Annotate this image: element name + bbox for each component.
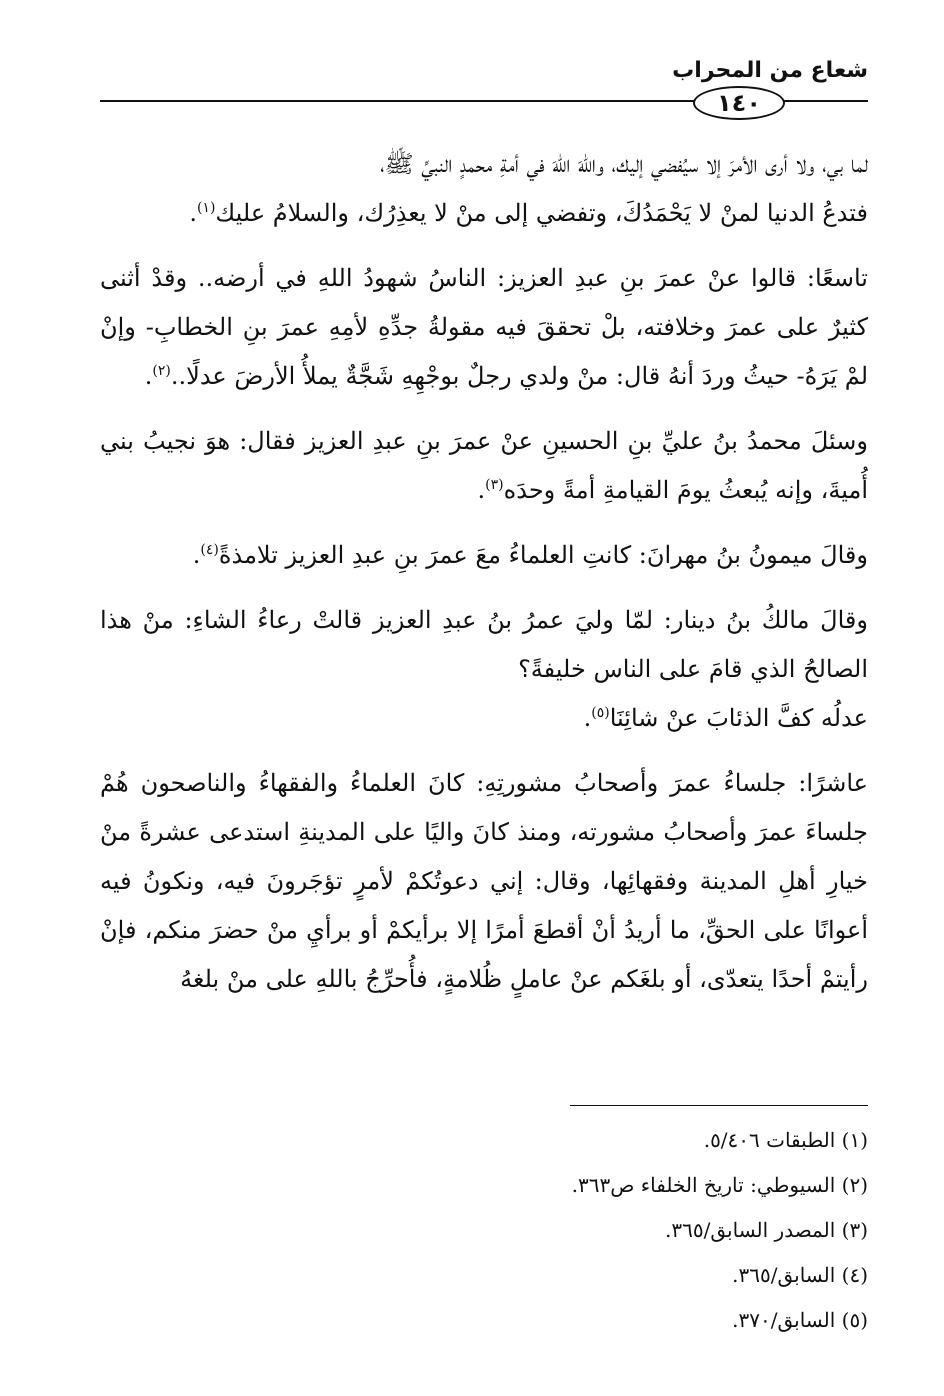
footnote-4: (٤) السابق/٣٦٥. xyxy=(732,1263,868,1287)
paragraph-3-text: وسئلَ محمدُ بنُ عليِّ بنِ الحسينِ عنْ عمرَ بنِ عبدِ العزيز فقال: هوَ نجيبُ بني أُميةَ، وإنه يُبعثُ يومَ القيامةِ أمةً وحدَه xyxy=(100,427,868,504)
paragraph-1-line-1 xyxy=(100,140,868,189)
paragraph-1 xyxy=(100,140,868,238)
footnote-separator xyxy=(570,1105,868,1106)
paragraph-1-end: . xyxy=(189,199,197,227)
paragraph-4-text: وقالَ ميمونُ بنُ مهرانَ: كانتِ العلماءُ معَ عمرَ بنِ عبدِ العزيز تلامذةً xyxy=(218,541,868,569)
footnote-3: (٣) المصدر السابق/٣٦٥. xyxy=(665,1218,868,1242)
paragraph-5-text: وقالَ مالكُ بنُ دينار: لمّا وليَ عمرُ بنُ عبدِ العزيز قالتْ رعاءُ الشاءِ: منْ هذا الصالحُ الذي قامَ على الناس خليفةً؟ xyxy=(100,606,868,683)
footnote-ref-4: (٤) xyxy=(200,542,219,558)
paragraph-6-text: عاشرًا: جلساءُ عمرَ وأصحابُ مشورتِهِ: كانَ العلماءُ والفقهاءُ والناصحون هُمْ جلساءَ عمرَ وأصحابُ مشورته، ومنذ كانَ واليًا على المدينةِ استدعى عشرةً منْ خيارِ أهلِ المدينة وفقهائِها، وقال: إني دعوتُكمْ لأمرٍ تؤجَرونَ فيه، ونكونُ فيه أعوانًا على الحقِّ، ما أريدُ أنْ أقطعَ أمرًا إلا برأيكمْ أو برأيِ منْ حضرَ منكم، فإنْ رأيتمْ أحدًا يتعدّى، أو بلغَكم عنْ عاملٍ ظُلامةٍ، فأُحرِّجُ باللهِ على منْ بلغهُ xyxy=(100,769,868,993)
footnote-ref-2: (٢) xyxy=(152,363,171,379)
paragraph-5-verse xyxy=(100,694,868,743)
footnote-5: (٥) السابق/٣٧٠. xyxy=(732,1308,868,1332)
paragraph-1-line-2 xyxy=(100,189,868,238)
page-number xyxy=(693,86,785,120)
paragraph-2 xyxy=(100,254,868,401)
footnotes xyxy=(268,1118,868,1343)
running-header-title: شعاع من المحراب xyxy=(672,58,868,83)
paragraph-4-end: . xyxy=(192,541,201,569)
paragraph-5-verse-text: عدلُه كفَّ الذئابَ عنْ شائِنَا xyxy=(609,704,868,732)
footnote-ref-3: (٣) xyxy=(485,477,504,493)
paragraph-2-text: تاسعًا: قالوا عنْ عمرَ بنِ عبدِ العزيز: الناسُ شهودُ اللهِ في أرضه.. وقدْ أثنى كثيرٌ على عمرَ وخلافته، بلْ تحققَ فيه مقولةُ جدِّهِ لأمِهِ عمرَ بنِ الخطابِ- وإنْ لمْ يَرَهُ- حيثُ وردَ أنهُ قال: منْ ولدي رجلٌ بوجْهِهِ شَجَّةٌ يملأُ الأرضَ عدلًا.. xyxy=(100,264,868,390)
footnote-1: (١) الطبقات ٥/٤٠٦. xyxy=(703,1128,868,1152)
paragraph-4 xyxy=(100,531,868,580)
paragraph-5 xyxy=(100,596,868,743)
paragraph-6 xyxy=(100,759,868,1004)
page-number-text: ١٤٠ xyxy=(717,89,761,117)
paragraph-1-line-1-text: لما بي، ولا أرى الأمرَ إلا سيُفضي إليك، واللهَ اللهَ في أمةِ محمدٍ النبيِّ ﷺ، xyxy=(380,150,868,178)
paragraph-2-end: . xyxy=(144,362,153,390)
paragraph-3-end: . xyxy=(477,476,486,504)
body-text xyxy=(100,140,868,1004)
paragraph-1-line-2-text: فتدعُ الدنيا لمنْ لا يَحْمَدُكَ، وتفضي إلى منْ لا يعذِرُك، والسلامُ عليك xyxy=(215,199,868,227)
footnote-2: (٢) السيوطي: تاريخ الخلفاء ص٣٦٣. xyxy=(571,1173,868,1197)
paragraph-5-end: . xyxy=(583,704,592,732)
footnote-ref-1: (١) xyxy=(196,200,216,216)
footnote-ref-5: (٥) xyxy=(591,705,610,721)
paragraph-3 xyxy=(100,417,868,515)
